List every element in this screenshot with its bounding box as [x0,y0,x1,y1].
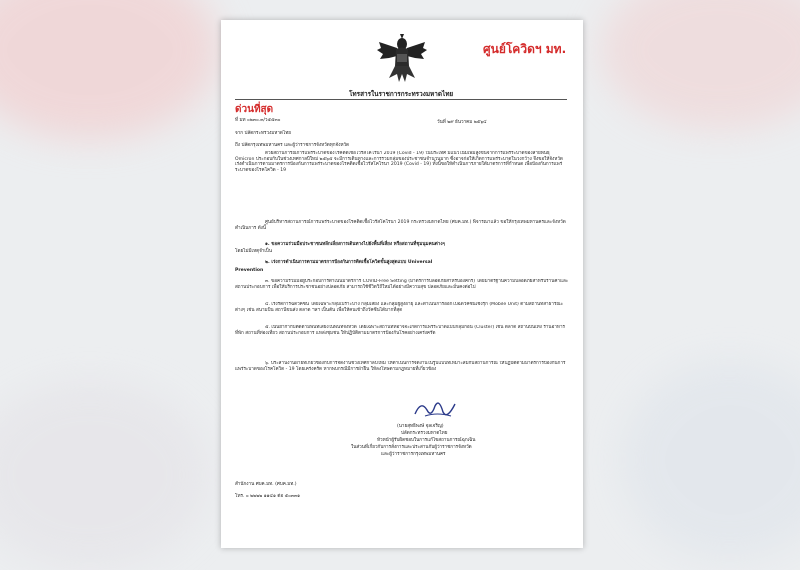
covid-center-stamp: ศูนย์โควิดฯ มท. [483,42,567,56]
telephone-line: โทร. ๐ ๒๒๒๒ ๑๑๔๑ ต่อ ๕๐๓๓๑ [235,494,301,499]
fax-header-title: โทรสารในราชการกระทรวงมหาดไทย [349,90,454,98]
signatory-title-2: หัวหน้าผู้รับผิดชอบในการแก้ไขสถานการณ์ฉุกเฉิน [377,438,476,443]
item-2: ๒. เร่งการดำเนินการตามมาตรการป้องกันการติดเชื้อโควิดขั้นสูงสุดแบบ Universal [265,260,433,265]
item-3: ๓. ขอความร่วมมือผู้ประกอบการดำเนินมาตรการ COVID-Free Setting (มาตรการปลอดภัยสำหรับองค์กร) โดยมาตรฐานความปลอดภัยสำหรับร้านค้าและสถานประกอบการ เพื่อให้บริการประชาชนอย่างปลอดภัย สามารถใช้ชีวิตวิถีใหม่ได้อย่างมีความสุข ปลอดภัยและมั่นคงต่อไป [235,279,569,290]
item-6: ๖. ประสานงานฝ่ายที่เกี่ยวข้องกับการจัดงานช่วงเทศกาลปีใหม่ ให้ดำเนินการจัดงานในรูปแบบที่เหมาะสมกับสถานการณ์ ให้ปฏิบัติตามมาตรการป้องกันการแพร่ระบาดของโรคโควิด - 19 โดยเคร่งครัด หากพบกรณีมีการฝ่าฝืน ให้ลงโทษตามกฎหมายที่เกี่ยวข้อง [235,361,566,372]
header-divider [235,99,567,100]
fax-document [221,20,583,548]
recipient-line: ถึง ปลัดกรุงเทพมหานคร และผู้ว่าราชการจังหวัดทุกจังหวัด [235,143,350,148]
item-1-cont: โดยไม่มีเหตุจำเป็น [235,249,272,254]
item-1: ๑. ขอความร่วมมือประชาชนหลีกเลี่ยงการเดินทางไปยังพื้นที่เสี่ยง หรือสถานที่ชุมนุมคนต่างๆ [265,242,446,247]
center-paragraph: ศูนย์บริหารสถานการณ์การแพร่ระบาดของโรคติดเชื้อไวรัสโคโรนา 2019 กระทรวงมหาดไทย (ศบค.มท.) พิจารณาแล้ว ขอให้กรุงเทพมหานครและจังหวัดดำเนินการ ดังนี้ [235,220,566,231]
sender-line: จาก ปลัดกระทรวงมหาดไทย [235,131,291,136]
item-4: ๔. เร่งรัดการฉีดวัคซีน โดยเฉพาะกลุ่มเปราะบาง กลุ่มเสี่ยง และกลุ่มผู้สูงอายุ และดำเนินการออกไปฉีดวัคซีนเชิงรุก (Mobile Unit) ตามสถานที่สาธารณะต่างๆ เช่น สนามบิน สถานีขนส่ง ตลาด ฯลฯ เป็นต้น เพื่อให้คนเข้าถึงวัคซีนได้มากที่สุด [235,302,564,313]
signatory-name: (นายสุทธิพงษ์ จุลเจริญ) [397,424,444,429]
reference-number: ที่ มท ๐๒๓๐.๓/ว๕๕๓๐ [235,118,281,123]
urgency-label: ด่วนที่สุด [235,104,274,115]
document-date: วันที่ ๒๙ ธันวาคม ๒๕๖๔ [437,120,487,125]
signatory-title-4: และผู้ว่าราชการกรุงเทพมหานคร [381,452,446,457]
background-blur [620,360,800,560]
background-blur [0,380,210,570]
garuda-emblem-icon [377,34,427,86]
background-blur [0,0,220,140]
background-blur [600,0,800,130]
signatory-title: ปลัดกระทรวงมหาดไทย [401,431,448,436]
handwritten-signature [411,398,461,422]
signatory-title-3: ในส่วนที่เกี่ยวกับการสั่งการและประสานกับผู้ว่าราชการจังหวัด [351,445,472,450]
item-5: ๕. เน้นย้ำกำกับติดตามพื้นที่เสี่ยงในพื้นที่จังหวัด โดยเฉพาะสถานที่ที่อาจจะเกิดการแพร่ระบาดแบบกลุ่มก้อน (Cluster) เช่น ตลาด สถานบันเทิง ร้านอาหาร ที่พัก สถานที่ท่องเที่ยว สถานประกอบการ แหล่งชุมชน ให้ปฏิบัติตามมาตรการป้องกันโรคอย่างเคร่งครัด [235,325,565,336]
item-2-cont: Prevention [235,268,264,273]
office-line: สำนักงาน ศบค.มท. (ศบค.มท.) [235,482,297,487]
intro-paragraph: ด้วยสถานการณ์การแพร่ระบาดของโรคติดเชื้อไวรัสโคโรนา 2019 (Covid - 19) ในประเทศ มีแนวโน้มเพิ่มสูงขึ้นจากการแพร่ระบาดของสายพันธุ์ Omicron ประกอบกับในช่วงเทศกาลปีใหม่ ๒๕๖๕ จะมีการเดินทางและการรวมกลุ่มของประชาชนจำนวนมาก ซึ่งอาจก่อให้เกิดการแพร่ระบาดในวงกว้าง จึงขอให้จังหวัดเร่งดำเนินการตามมาตรการป้องกันการแพร่ระบาดของโรคติดเชื้อไวรัสโคโรนา 2019 (Covid - 19) ทั้งนี้ขอให้ดำเนินการภายใต้มาตรการที่กำหนด เพื่อป้องกันการแพร่ระบาดของโรคโควิด - 19 [235,151,563,173]
